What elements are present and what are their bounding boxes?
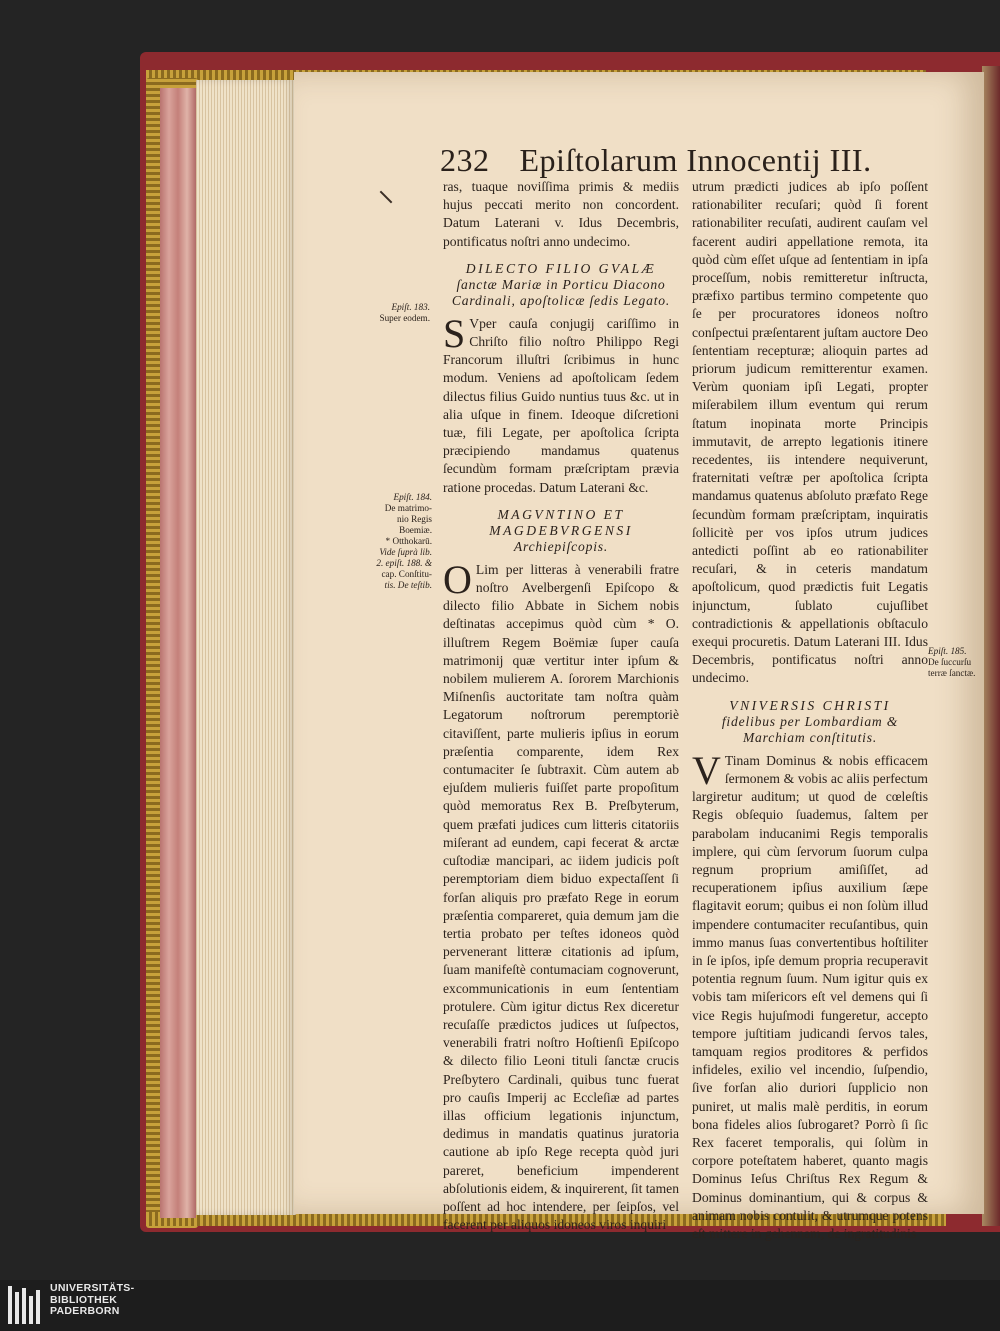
address-rest: ſanctæ Mariæ in Porticu Diacono Cardinali, apoſtolicæ ſedis Legato. [451, 276, 671, 308]
address-caps: VNIVERSIS CHRISTI [729, 697, 891, 713]
library-logo-text [50, 1283, 134, 1318]
margin-note-185 [928, 646, 978, 679]
margin-note-line: De matrimo- [384, 503, 432, 513]
letter-text: Vper cauſa conjugij cariſſimo in Chriſto filio noſtro Philippo Regi Francorum illuſtri ſcribimus in hunc modum. Veniens ad apoſtolicam ſedem dilectus filius Guido nuntius tuus &c. ut in alia uſque in finem. Ideoque diſcretioni tuæ, fili Legate, per apoſtolica ſcripta præcipiendo mandamus quatenus ſecundùm formam præſcriptam prævia ratione procedas. Datum Laterani &c. [443, 315, 679, 495]
margin-note-line: Boemiæ. [399, 525, 432, 535]
letter-body [692, 747, 928, 1243]
library-logo-icon [6, 1284, 46, 1326]
margin-note-line: nio Regis [397, 514, 432, 524]
margin-note-183 [362, 302, 430, 324]
page-stack-edges [196, 80, 296, 1215]
logo-line: UNIVERSITÄTS- [50, 1282, 135, 1294]
address-heading [692, 698, 928, 746]
page-header [440, 142, 872, 179]
margin-note-line: tis. De teſtib. [384, 580, 432, 590]
letter-text: Lim per litteras à venerabili fratre noſtro Avelbergenſi Epiſcopo & dilecto filio Abbate in Sichem nobis deſtinatas accepimus quòd cùm * O. illuſtrem Regem Boëmiæ ſuper cauſa matrimonij quæ vertitur inter ipſum & nobilem mulierem A. ſororem Marchionis Miſnenſis auctoritate tam noſtra quàm Legatorum noſtrorum peremptoriè citaviſſent, parte mulieris ipſius in eorum præſentia comparente, idem Rex contumaciter ſe ſubtraxit. Cùm autem ab ejuſdem mulieris fuiſſet parte propoſitum quòd memoratus Rex B. Preſbyterum, quem præfati judices cum litteris citatoriis miſerant ad eundem, capi fecerat & arctæ cuſtodiæ mancipari, ac iidem judicis poſt peremptoriam diem biduo expectaſſent ſi forſan aliquis pro præfato Rege in eorum præſentia compareret, quia demum jam die tertia probato per teſtes idoneos quòd pervenerant litteræ citationis ad ipſum, ſuam manifeſtè contumaciam cognoverunt, excommunicationis in eum ſententiam protulere. Cùm igitur dictus Rex diceretur recuſaſſe prædictos judices ut ſuſpectos, venerabili fratri noſtro Hoſtienſi Epiſcopo & dilecto filio Leoni tituli ſanctæ crucis Preſbytero Cardinali, quibus tunc fuerat pro cauſis Imperij ac Eccleſiæ ad partes illas officium legationis injunctum, dedimus in mandatis quatinus juratoria cautione ab ipſo Rege recepta quòd juri pareret, beneficium impenderent abſolutionis eidem, & inquirerent, ſit tamen poſſent ad hoc intendere, per ſeipſos, vel facerent per aliquos idoneos viros inquiri [443, 561, 679, 1233]
letter-text: Tinam Dominus & nobis efficacem ſermonem & vobis ac aliis perfectum largiretur auditum; ut quod de cœleſtis Regis obſequio ſuademus, ſaltem per parabolam inducanimi Regis temporalis implere, qui cùm ſervorum ſuorum culpa regnum proprium amiſiſſet, ad recuperationem ipſius auxilium ſæpe flagitavit eorum; quibus ei non ſolùm illud impendere contumaciter recuſantibus, quin immo manus ſuas convertentibus hoſtiliter in ſe ipſos, ipſe demum propria recuperavit potentia regnum ſuum. Num igitur quis ex vobis tam miſericors eſt vel demens qui ſi vice Regis hujuſmodi fungeretur, accepto tempore juſtitiam judicandi ſervos tales, tamquam regios proditores & perfidos infideles, exilio vel incendio, ſuſpendio, ſive forſan alio duriori ſupplicio non puniret, ut malis malè perditis, in eorum bona fideles alios ſubrogaret? Porrò ſi ſic Rex faceret temporalis, qui ſolùm in corpore poteſtatem haberet, quanto magis Dominus Ieſus Chriſtus Rex Regum & Dominus dominantium, qui & corpus & animam nobis contulit, & utrumque potens eſt mittere in gehennam, de ingratitudinis [692, 752, 928, 1241]
margin-note-line: De ſuccurſu [928, 657, 972, 667]
margin-note-line: 2. epiſt. 188. & [376, 558, 432, 568]
margin-note-line: cap. Conſtitu- [381, 569, 432, 579]
left-column [443, 178, 679, 1234]
address-heading [443, 507, 679, 555]
book-right-edge [982, 66, 1000, 1226]
address-caps: DILECTO FILIO GVALÆ [465, 260, 657, 276]
margin-note-line: terræ ſanctæ. [928, 668, 976, 678]
address-rest: Archiepiſcopis. [513, 538, 609, 554]
drop-cap: O [443, 556, 472, 602]
drop-cap: S [443, 310, 466, 356]
letter-body [443, 556, 679, 1235]
margin-note-line: Super eodem. [379, 313, 430, 323]
margin-note-line: Epiſt. 185. [928, 646, 967, 656]
continued-text: utrum prædicti judices ab ipſo poſſent rationabiliter recuſari; quòd ſi forent rationabiliter recuſati, audirent cauſam vel facerent audiri appellatione remota, ita quòd cùm eſſet uſque ad ſententiam in ipſa proceſſum, nobis remitteretur inſtructa, præfixo partibus termino competente quo ſe per procuratores idoneos noſtro conſpectui præſentarent juſtam auctore Deo ſententiam recepturæ; alioquin partes ad priorum judicum remitterentur examen. Verùm quoniam ipſi Legati, propter miſerabilem illum eventum qui rerum ſtatum inopinata morte Principis immutavit, de arrepto legationis itinere recedentes, iis intendere nequiverunt, fraternitati veſtræ per apoſtolica ſcripta mandamus quatenus abſoluto præfato Rege ſecundùm formam præſcriptam, inquiratis ſollicitè per vos ipſos utrum judices antedicti poſſint ab eo rationabiliter recuſari, & in ceteris mandatum apoſtolicum, quod prædictis fuit Legatis injunctum, ſublato cujuſlibet contradictionis & appellationis obſtaculo exequi procuretis. Datum Laterani III. Idus Decembris, pontificatus noſtri anno undecimo. [692, 179, 928, 686]
marbled-endpaper [160, 88, 196, 1218]
address-heading [443, 261, 679, 309]
page-number: 232 [440, 142, 490, 178]
right-column [692, 178, 928, 1243]
margin-note-line: Epiſt. 184. [393, 492, 432, 502]
drop-cap: V [692, 747, 721, 793]
margin-note-184 [358, 492, 432, 591]
letter-body [443, 310, 679, 497]
margin-note-line: Vide ſuprà lib. [379, 547, 432, 557]
margin-note-line: Epiſt. 183. [391, 302, 430, 312]
continued-text: ras, tuaque noviſſima primis & mediis hujus peccati merito non concordent. Datum Laterani v. Idus Decembris, pontificatus noſtri anno undecimo. [443, 179, 679, 249]
logo-line: BIBLIOTHEK [50, 1293, 118, 1306]
address-caps: MAGVNTINO ET MAGDEBVRGENSI [489, 506, 633, 538]
address-rest: fidelibus per Lombardiam & Marchiam conſtitutis. [721, 713, 899, 745]
running-title: Epiſtolarum Innocentij III. [519, 142, 872, 178]
footer-bar [0, 1280, 1000, 1331]
margin-note-line: * Otthokarū. [385, 536, 432, 546]
logo-line: PADERBORN [50, 1305, 120, 1317]
